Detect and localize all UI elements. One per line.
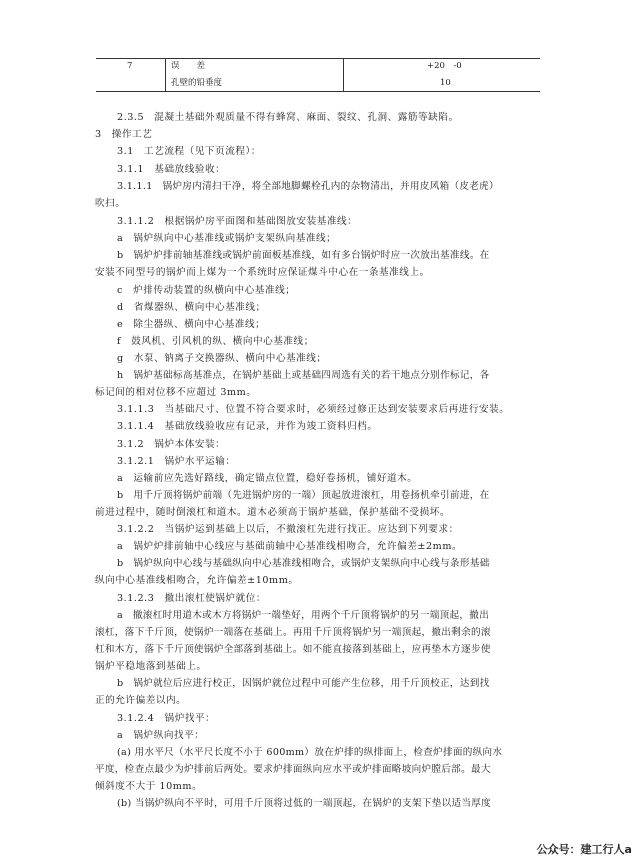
text-line: 安装不同型号的锅炉而上煤为一个系统时应保证煤斗中心在一条基准线上。 <box>95 267 430 278</box>
text-line: 3.1.1.2 根据锅炉房平面图和基础图放安装基准线： <box>117 216 358 227</box>
text-line: 2.3.5 混凝土基础外观质量不得有蜂窝、麻面、裂纹、孔洞、露筋等缺陷。 <box>117 112 459 123</box>
text-line: b 锅炉纵向中心线与基础纵向中心基准线相吻合，或锅炉支架纵向中心线与条形基础 <box>117 558 490 569</box>
text-line: b 锅炉炉排前轴基准线或锅炉前面板基准线，如有多台锅炉时应一次放出基准线。在 <box>117 250 490 261</box>
section-heading: 3 操作工艺 <box>95 129 153 140</box>
text-line: h 锅炉基础标高基准点，在锅炉基础上或基础四周选有关的若干地点分别作标记，各 <box>117 370 490 381</box>
text-line: 3.1.1.1 锅炉房内清扫干净，将全部地脚螺栓孔内的杂物清出，并用皮风箱（皮老虎） <box>117 181 499 192</box>
table-value-tolerance: +20 -0 <box>427 61 462 71</box>
text-line: 3.1.1.4 基础放线验收应有记录，并作为竣工资料归档。 <box>117 421 378 432</box>
text-line: a 锅炉炉排前轴中心线应与基础前轴中心基准线相吻合，允许偏差±2mm。 <box>117 541 463 552</box>
table-item-error: 误 差 <box>171 61 206 71</box>
text-line: (a) 用水平尺（水平尺长度不小于 600mm）放在炉排的纵排面上，检查炉排面的纵向水 <box>117 747 503 758</box>
text-line: g 水泵、钠离子交换器纵、横向中心基准线； <box>117 353 327 364</box>
text-line: 3.1.2 锅炉本体安装： <box>117 439 226 450</box>
text-line: b 锅炉就位后应进行校正，因锅炉就位过程中可能产生位移，用千斤顶校正，达到找 <box>117 678 490 689</box>
text-line: f 鼓风机、引风机的纵、横向中心基准线； <box>117 336 314 347</box>
text-line: 滚杠，落下千斤顶，使锅炉一端落在基础上。再用千斤顶将锅炉另一端顶起，撤出剩余的滚 <box>95 627 491 638</box>
text-line: (b) 当锅炉纵向不平时，可用千斤顶将过低的一端顶起，在锅炉的支架下垫以适当厚度 <box>117 798 492 809</box>
text-line: 3.1.2.2 当锅炉运到基础上以后，不撤滚杠先进行找正。应达到下列要求： <box>117 524 459 535</box>
text-line: e 除尘器纵、横向中心基准线； <box>117 319 266 330</box>
text-line: a 锅炉纵向中心基准线或锅炉支架纵向基准线； <box>117 233 337 244</box>
text-line: 纵向中心基准线相吻合，允许偏差±10mm。 <box>95 575 299 586</box>
table-item-verticality: 孔壁的铅垂度 <box>171 78 223 88</box>
table-row-number: 7 <box>127 61 133 71</box>
text-line: 前进过程中，随时倒滚杠和道木。道木必须高于锅炉基础，保护基础不受损坏。 <box>95 507 451 518</box>
text-line: c 炉排传动装置的纵横向中心基准线； <box>117 285 296 296</box>
table-divider <box>165 59 166 91</box>
text-line: 杠和木方，落下千斤顶使锅炉全部落到基础上。如不能直接落到基础上，应再垫木方逐步使 <box>95 644 491 655</box>
text-line: 平度，检查点最少为炉排前后两处。要求炉排面纵向应水平或炉排面略坡向炉膛后部。最大 <box>95 764 491 775</box>
table-value-verticality: 10 <box>440 78 451 88</box>
text-line: a 撤滚杠时用道木或木方将锅炉一端垫好，用两个千斤顶将锅炉的另一端顶起，撤出 <box>117 610 490 621</box>
text-line: 3.1.1 基础放线验收： <box>117 164 226 175</box>
watermark-account: 公众号：建工行人a <box>536 843 632 856</box>
text-line: 倾斜度不大于 10mm。 <box>95 781 203 792</box>
text-line: 锅炉平稳地落到基础上。 <box>95 661 207 672</box>
text-line: 正的允许偏差以内。 <box>95 695 187 706</box>
text-line: 3.1.2.3 撤出滚杠使锅炉就位： <box>117 593 266 604</box>
text-line: 3.1.2.4 锅炉找平： <box>117 713 216 724</box>
text-line: a 运输前应先选好路线，确定锚点位置，稳好卷扬机，铺好道木。 <box>117 473 418 484</box>
text-line: b 用千斤顶将锅炉前端（先进锅炉房的一端）顶起放进滚杠，用卷扬机牵引前进，在 <box>117 490 490 501</box>
text-line: d 省煤器纵、横向中心基准线； <box>117 302 266 313</box>
spec-table-fragment <box>96 58 540 92</box>
text-line: a 锅炉纵向找平： <box>117 730 205 741</box>
text-line: 标记间的相对位移不应超过 3mm。 <box>95 387 257 398</box>
text-line: 3.1 工艺流程（见下页流程）： <box>117 146 261 157</box>
text-line: 吹扫。 <box>95 198 126 209</box>
text-line: 3.1.1.3 当基础尺寸、位置不符合要求时，必须经过修正达到安装要求后再进行安装。 <box>117 404 510 415</box>
text-line: 3.1.2.1 锅炉水平运输： <box>117 456 236 467</box>
table-divider <box>343 59 344 91</box>
